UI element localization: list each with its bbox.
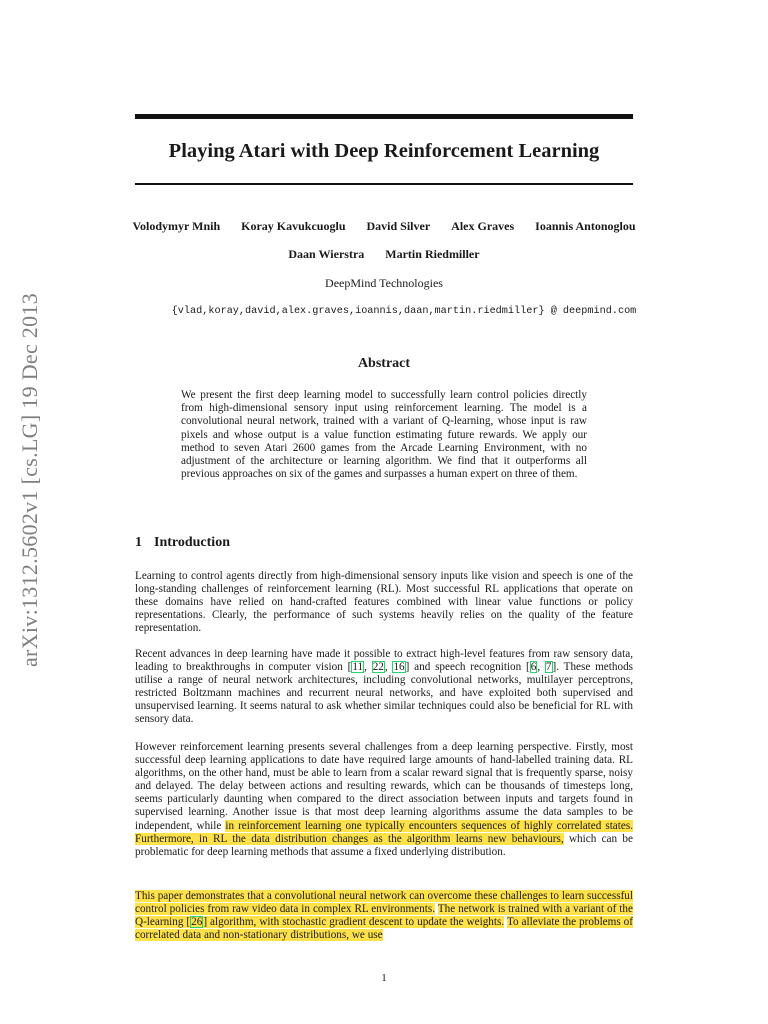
author-name: Daan Wierstra xyxy=(288,247,365,261)
highlighted-text: ] algorithm, with stochastic gradient descent to update the weights. xyxy=(203,916,505,929)
paper-title: Playing Atari with Deep Reinforcement Learning xyxy=(168,140,600,162)
paragraph-text: Recent advances in deep learning have made it possible to extract high-level features from raw sensory data, leading to breakthroughs in computer vision [ xyxy=(135,648,633,674)
citation-link[interactable]: 22 xyxy=(372,661,384,674)
section-heading xyxy=(135,535,230,551)
author-name: David Silver xyxy=(366,219,431,233)
intro-paragraph-4 xyxy=(135,890,633,942)
citation-link[interactable]: 11 xyxy=(352,661,364,674)
section-title: Introduction xyxy=(154,535,230,550)
authors-row-2 xyxy=(120,247,648,262)
paragraph-text: ] and speech recognition [ xyxy=(405,661,530,674)
highlighted-text: To alleviate the problems of correlated data and non-stationary distributions, we use xyxy=(135,916,633,942)
citation-link[interactable]: 26 xyxy=(191,916,203,929)
citation-link[interactable]: 7 xyxy=(545,661,552,674)
intro-paragraph-2: Recent advances in deep learning have made it possible to extract high-level features from raw sensory data, leading to breakthroughs in computer vision [11, 22, 16] and speech recognition [6, 7]. These methods utilise a range of neural network architectures, including convolutional networks, multilayer perceptrons, restricted Boltzmann machines and recurrent neural networks, and have exploited both supervised and unsupervised learning. It seems natural to ask whether similar techniques could also be beneficial for RL with sensory data. xyxy=(135,648,634,726)
paragraph-text: which can be problematic for deep learning methods that assume a fixed underlying distribution. xyxy=(135,832,633,858)
highlighted-text: in reinforcement learning one typically encounters sequences of highly correlated states. xyxy=(225,819,633,832)
author-name: Martin Riedmiller xyxy=(385,247,480,261)
highlighted-text: Furthermore, in RL the data distribution changes as the algorithm learns new behaviours, xyxy=(135,832,564,845)
author-emails: {vlad,koray,david,alex.graves,ioannis,daan,martin.riedmiller} @ deepmind.com xyxy=(171,306,637,317)
highlighted-text: This paper demonstrates that a convolutional neural network can overcome these challenges to learn successful control policies from raw video data in complex RL environments. xyxy=(135,890,633,916)
paragraph-text: However reinforcement learning presents several challenges from a deep learning perspective. Firstly, most successful deep learning applications to date have required large amounts of hand-labelled training data. RL algorithms, on the other hand, must be able to learn from a scalar reward signal that is frequently sparse, noisy and delayed. The delay between actions and resulting rewards, which can be thousands of timesteps long, seems particularly daunting when compared to the direct association between inputs and targets found in supervised learning. Another issue is that most deep learning algorithms assume the data samples to be independent, while xyxy=(135,741,633,832)
affiliation: DeepMind Technologies xyxy=(325,276,443,290)
intro-paragraph-1: Learning to control agents directly from high-dimensional sensory inputs like vision and speech is one of the long-standing challenges of reinforcement learning (RL). Most successful RL applications that operate on these domains have relied on hand-crafted features combined with linear value functions or policy representations. Clearly, the performance of such systems heavily relies on the quality of the feature representation. xyxy=(135,570,633,635)
author-name: Alex Graves xyxy=(451,219,515,233)
authors-row-1 xyxy=(120,219,648,234)
arxiv-stamp-text: arXiv:1312.5602v1 [cs.LG] 19 Dec 2013 xyxy=(17,292,42,668)
author-name: Volodymyr Mnih xyxy=(132,219,221,233)
abstract-text: We present the first deep learning model to successfully learn control policies directly from high-dimensional sensory input using reinforcement learning. The model is a convolutional neural network, trained with a variant of Q-learning, whose input is raw pixels and whose output is a value function estimating future rewards. We apply our method to seven Atari 2600 games from the Arcade Learning Environment, with no adjustment of the architecture or learning algorithm. We find that it outperforms all previous approaches on six of the games and surpasses a human expert on three of them. xyxy=(181,389,587,481)
title-rule-bottom xyxy=(135,183,633,185)
author-name: Koray Kavukcuoglu xyxy=(241,219,346,233)
section-number: 1 xyxy=(135,535,142,550)
author-name: Ioannis Antonoglou xyxy=(535,219,636,233)
paragraph-text: ]. These methods utilise a range of neural network architectures, including convolutional networks, multilayer perceptrons, restricted Boltzmann machines and recurrent neural networks, and have exploited both supervised and unsupervised learning. It seems natural to ask whether similar techniques could also be beneficial for RL with sensory data. xyxy=(135,661,634,726)
title-rule-top xyxy=(135,114,633,119)
abstract-heading: Abstract xyxy=(357,356,411,371)
citation-link[interactable]: 16 xyxy=(393,661,405,674)
highlighted-text: The network is trained with a variant of the Q-learning [ xyxy=(135,903,633,929)
citation-link[interactable]: 6 xyxy=(530,661,537,674)
page-number: 1 xyxy=(381,972,387,984)
intro-paragraph-3 xyxy=(135,741,633,859)
